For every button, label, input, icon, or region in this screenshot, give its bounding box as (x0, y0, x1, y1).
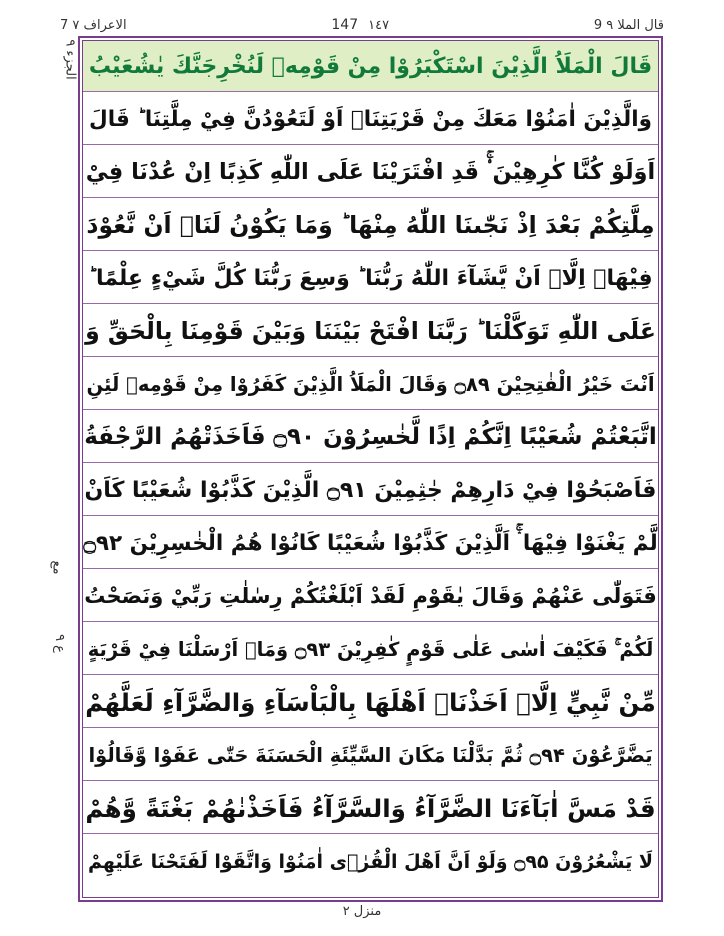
text-line-15: قَدْ مَسَّ اٰبَآءَنَا الضَّرَّآءُ وَالسَّرَّآءُ فَاَخَذْنٰهُمْ بَغْتَةً وَّهُمْ (83, 783, 658, 834)
text-line-2: وَالَّذِيْنَ اٰمَنُوْا مَعَكَ مِنْ قَرْيَتِنَاۤ اَوْ لَتَعُوْدُنَّ فِيْ مِلَّتِنَا ؕ قَالَ (83, 94, 658, 145)
text-line-6: عَلَى اللّٰهِ تَوَكَّلْنَا ؕ رَبَّنَا افْتَحْ بَيْنَنَا وَبَيْنَ قَوْمِنَا بِالْحَقِّ وَ (83, 306, 658, 357)
text-line-5: فِيْهَاۤ اِلَّاۤ اَنْ يَّشَآءَ اللّٰهُ رَبُّنَا ؕ وَسِعَ رَبُّنَا كُلَّ شَيْءٍ عِلْمًا ؕ (83, 253, 658, 304)
margin-ruku-marker: ع ۹ (51, 634, 67, 653)
page-header (60, 14, 664, 36)
page-number: 147 (331, 17, 359, 33)
margin-note: مع (49, 560, 65, 575)
page-number-arabic: ١٤٧ (368, 17, 390, 33)
text-line-13: مِّنْ نَّبِيٍّ اِلَّاۤ اَخَذْنَاۤ اَهْلَهَا بِالْبَاْسَآءِ وَالضَّرَّآءِ لَعَلَّهُمْ (83, 677, 658, 728)
text-line-3: اَوَلَوْ كُنَّا كٰرِهِيْنَ ۟ۚ قَدِ افْتَرَيْنَا عَلَى اللّٰهِ كَذِبًا اِنْ عُدْنَا فِيْ (83, 147, 658, 198)
text-line-7: اَنْتَ خَيْرُ الْفٰتِحِيْنَ ۝۸۹ وَقَالَ الْمَلَاُ الَّذِيْنَ كَفَرُوْا مِنْ قَوْمِهٖ لَئِنِ (83, 359, 658, 410)
text-line-9: فَاَصْبَحُوْا فِيْ دَارِهِمْ جٰثِمِيْنَ ۝۹۱ الَّذِيْنَ كَذَّبُوْا شُعَيْبًا كَاَنْ (83, 465, 658, 516)
text-line-8: اتَّبَعْتُمْ شُعَيْبًا اِنَّكُمْ اِذًا لَّخٰسِرُوْنَ ۝۹۰ فَاَخَذَتْهُمُ الرَّجْفَةُ (83, 412, 658, 463)
margin-juz-marker: الجزء ۹ (62, 39, 78, 80)
text-line-10: لَّمْ يَغْنَوْا فِيْهَا ۛۚ اَلَّذِيْنَ كَذَّبُوْا شُعَيْبًا كَانُوْا هُمُ الْخٰسِرِيْنَ ۝۹۲ (83, 518, 658, 569)
text-line-14: يَضَّرَّعُوْنَ ۝۹۴ ثُمَّ بَدَّلْنَا مَكَانَ السَّيِّئَةِ الْحَسَنَةَ حَتّٰى عَفَوْا وَّقَالُوْا (83, 730, 658, 781)
juz-name: 9 قال الملا ۹ (593, 17, 664, 33)
text-line-11: فَتَوَلّٰى عَنْهُمْ وَقَالَ يٰقَوْمِ لَقَدْ اَبْلَغْتُكُمْ رِسٰلٰتِ رَبِّيْ وَنَصَحْتُ (83, 571, 658, 622)
text-line-1: قَالَ الْمَلَاُ الَّذِيْنَ اسْتَكْبَرُوْا مِنْ قَوْمِهٖ لَنُخْرِجَنَّكَ يٰشُعَيْبُ (83, 41, 658, 92)
text-line-16: لَا يَشْعُرُوْنَ ۝۹۵ وَلَوْ اَنَّ اَهْلَ الْقُرٰۤى اٰمَنُوْا وَاتَّقَوْا لَفَتَحْنَا عَلَيْهِمْ (88, 850, 653, 873)
text-line-4: مِلَّتِكُمْ بَعْدَ اِذْ نَجّٰىنَا اللّٰهُ مِنْهَا ؕ وَمَا يَكُوْنُ لَنَاۤ اَنْ نَّعُوْدَ (83, 200, 658, 251)
surah-name: 7 الاعراف ۷ (60, 17, 127, 33)
text-line-12: لَكُمْ ۚ فَكَيْفَ اٰسٰى عَلٰى قَوْمٍ كٰفِرِيْنَ ۝۹۳ وَمَاۤ اَرْسَلْنَا فِيْ قَرْيَةٍ (83, 624, 658, 675)
page-number-group (331, 17, 389, 33)
page-footer: منزل ۲ (342, 904, 382, 919)
